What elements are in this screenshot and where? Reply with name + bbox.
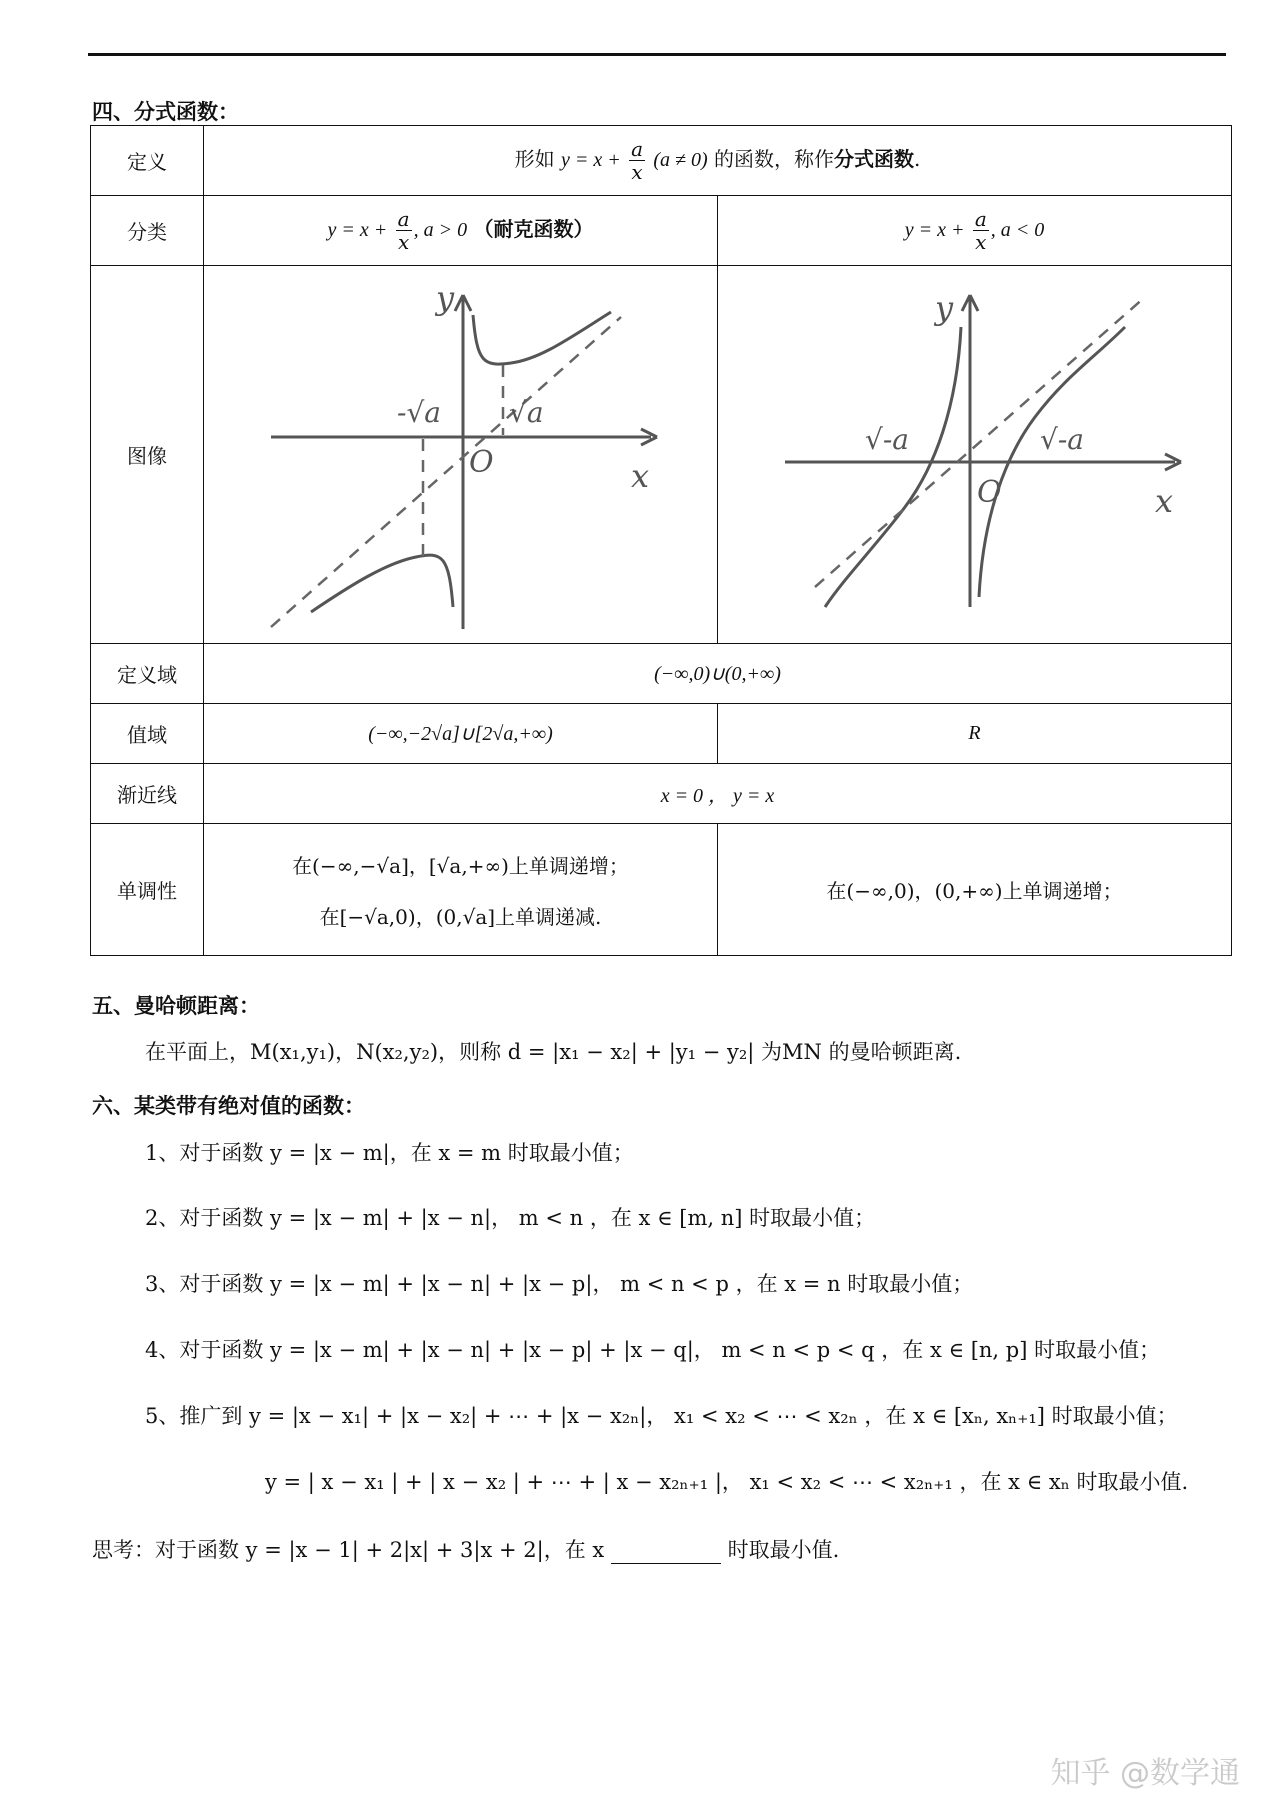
definition-formula-right: (a ≠ 0) [653,149,708,171]
class-left-formula-a: y = x + [327,219,388,241]
abs-item-5: 5、推广到 y = |x − x₁| + |x − x₂| + ⋯ + |x − x₂ₙ|， x₁ < x₂ < ⋯ < x₂ₙ ，在 x ∈ [xₙ, xₙ₊₁] 时取最小值； [145,1404,1178,1428]
class-right-fraction [973,208,989,253]
top-rule [88,53,1226,56]
mono-left-line2: 在[−√a,0)，(0,√a]上单调递减. [319,904,602,929]
class-right-formula-b: , a < 0 [990,219,1045,241]
abs-item-6: y = | x − x₁ | + | x − x₂ | + ⋯ + | x − x₂ₙ₊₁ |， x₁ < x₂ < ⋯ < x₂ₙ₊₁ ，在 x ∈ xₙ 时取最小值. [265,1470,1189,1494]
section6-heading: 六、某类带有绝对值的函数： [92,1094,365,1118]
definition-prefix: 形如 [514,147,555,171]
class-left-name: （耐克函数） [473,217,594,241]
fraction-function-table [90,125,1232,956]
class-right-cell [718,196,1232,266]
class-right-den: x [975,230,987,254]
row-classification [91,196,1232,266]
mono-left-cell [204,824,718,956]
graph-left-x-label: x [630,457,649,495]
graph-label: 图像 [91,266,204,644]
graph-left-lower-branch [311,555,453,612]
abs-item-1: 1、对于函数 y = |x − m|，在 x = m 时取最小值； [145,1141,634,1165]
graph-left-cell [204,266,718,644]
row-graph [91,266,1232,644]
graph-right-cell [718,266,1232,644]
graph-right-pos-tick: √-a [1039,423,1084,456]
definition-formula-left: y = x + [560,149,621,171]
answer-blank[interactable] [611,1543,721,1564]
asymptote-value: x = 0 ， y = x [204,764,1232,824]
definition-frac-den: x [631,160,643,184]
asymptote-label: 渐近线 [91,764,204,824]
graph-right-svg [725,267,1225,637]
abs-item-4: 4、对于函数 y = |x − m| + |x − n| + |x − p| + |x − q|， m < n < p < q ，在 x ∈ [n, p] 时取最小值； [145,1338,1161,1362]
think-question [92,1534,839,1564]
section4-heading: 四、分式函数： [92,100,239,124]
abs-item-3: 3、对于函数 y = |x − m| + |x − n| + |x − p|， m < n < p ，在 x = n 时取最小值； [145,1272,974,1296]
section5-heading: 五、曼哈顿距离： [92,994,260,1018]
definition-label: 定义 [91,126,204,196]
section5-text: 在平面上，M(x₁,y₁)，N(x₂,y₂)，则称 d = |x₁ − x₂| + |y₁ − y₂| 为MN 的曼哈顿距离. [145,1040,962,1064]
range-label: 值域 [91,704,204,764]
think-prefix: 思考：对于函数 y = |x − 1| + 2|x| + 3|x + 2|，在 x [92,1538,605,1562]
domain-label: 定义域 [91,644,204,704]
graph-right-neg-tick: √-a [864,423,909,456]
definition-term: 分式函数 [834,147,915,171]
domain-value: (−∞,0)∪(0,+∞) [204,644,1232,704]
class-left-fraction [396,208,412,253]
row-definition [91,126,1232,196]
think-suffix: 时取最小值. [727,1538,840,1562]
class-right-num: a [974,207,987,231]
graph-left-neg-tick: -√a [396,396,441,429]
definition-suffix: 的函数，称作 [714,147,835,171]
class-left-cell [204,196,718,266]
graph-right-left-branch [825,327,961,607]
graph-left-y-label: y [435,279,454,317]
mono-label: 单调性 [91,824,204,956]
graph-right-y-label: y [934,289,953,327]
abs-item-2: 2、对于函数 y = |x − m| + |x − n|， m < n ，在 x ∈ [m, n] 时取最小值； [145,1206,876,1230]
graph-left-asymptote [271,317,621,627]
graph-left-svg [211,267,711,637]
class-left-num: a [397,207,410,231]
definition-fraction [629,138,645,183]
class-label: 分类 [91,196,204,266]
mono-right-cell: 在(−∞,0)，(0,+∞)上单调递增； [718,824,1232,956]
class-right-formula-a: y = x + [904,219,965,241]
range-left: (−∞,−2√a]∪[2√a,+∞) [204,704,718,764]
definition-cell [204,126,1232,196]
row-range [91,704,1232,764]
row-monotonicity [91,824,1232,956]
graph-left-origin: O [468,445,494,480]
graph-left-pos-tick: √a [508,396,544,429]
range-right: R [718,704,1232,764]
definition-end: . [914,147,921,171]
graph-left-upper-branch [473,312,611,364]
graph-right-x-label: x [1154,482,1173,520]
class-left-formula-b: , a > 0 [413,219,468,241]
mono-left-line1: 在(−∞,−√a]，[√a,+∞)上单调递增； [292,853,629,878]
row-domain [91,644,1232,704]
row-asymptote [91,764,1232,824]
graph-right-origin: O [976,475,1002,510]
definition-frac-num: a [631,137,644,161]
watermark: 知乎 @数学通 [1050,1756,1240,1791]
class-left-den: x [397,230,410,254]
